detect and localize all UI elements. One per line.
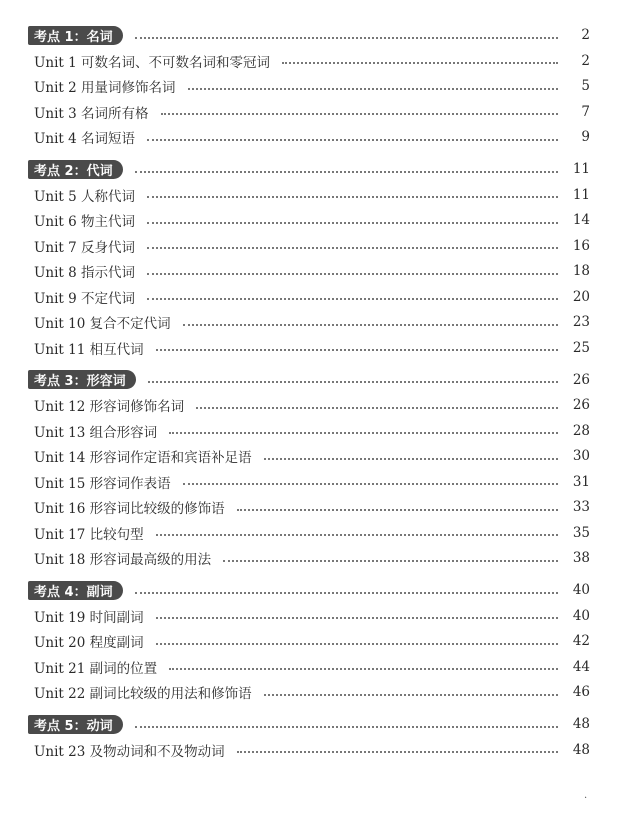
toc-entry[interactable] [0,182,634,208]
dot-leader [196,406,558,409]
dot-leader [223,559,558,562]
page-number: 31 [572,473,590,490]
dot-leader [282,61,558,64]
entry-title: Unit 22 副词比较级的用法和修饰语 [34,686,252,703]
page-number: 42 [572,633,590,650]
dot-leader [264,693,558,696]
dot-leader [135,36,558,39]
dot-leader [188,87,559,90]
page-number: 38 [572,550,590,567]
page-number: 18 [572,263,590,280]
entry-title: Unit 19 时间副词 [34,609,144,626]
page-number: 26 [572,371,590,388]
toc-entry[interactable] [0,680,634,706]
dot-leader [156,616,558,619]
dot-leader [237,750,558,753]
dot-leader [148,380,558,383]
section-badge: 考点 2：代词 [28,160,123,179]
dot-leader [147,221,558,224]
page-number: 14 [572,212,590,229]
page-number: 9 [581,129,590,146]
entry-title: Unit 2 用量词修饰名词 [34,80,176,97]
entry-title: Unit 17 比较句型 [34,526,144,543]
toc-entry[interactable] [0,310,634,336]
dot-leader [264,457,558,460]
page-number: 2 [581,27,590,43]
entry-title: Unit 5 人称代词 [34,188,135,205]
page-number: 48 [572,716,590,732]
entry-title: Unit 12 形容词修饰名词 [34,399,185,416]
page-number: 40 [572,607,590,624]
dot-leader [156,348,558,351]
dot-leader [169,667,558,670]
page-number: 46 [572,684,590,701]
toc-entry[interactable] [0,48,634,74]
page-number: 11 [572,186,590,203]
toc-entry[interactable] [0,259,634,285]
entry-title: Unit 20 程度副词 [34,635,144,652]
section-badge: 考点 1：名词 [28,26,123,45]
dot-leader [147,272,558,275]
toc-entry[interactable] [0,444,634,470]
page-number: 7 [581,103,590,120]
entry-title: Unit 7 反身代词 [34,239,135,256]
dot-leader [156,533,558,536]
page-number: 11 [572,161,590,177]
section-badge: 考点 5：动词 [28,715,123,734]
table-of-contents [0,22,634,763]
toc-entry[interactable] [0,74,634,100]
dot-leader [147,195,558,198]
entry-title: Unit 3 名词所有格 [34,105,149,122]
entry-title: Unit 6 物主代词 [34,214,135,231]
page-number: 28 [572,422,590,439]
dot-leader [135,170,558,173]
toc-entry[interactable] [0,284,634,310]
entry-title: Unit 14 形容词作定语和宾语补足语 [34,450,252,467]
toc-entry[interactable] [0,520,634,546]
dot-leader [161,112,559,115]
toc-entry[interactable] [0,335,634,361]
toc-entry[interactable] [0,495,634,521]
dot-leader [135,591,558,594]
page-number: 48 [572,741,590,758]
dot-leader [147,138,558,141]
dot-leader [237,508,558,511]
toc-section[interactable] [0,577,634,603]
page-number: 2 [581,52,590,69]
dot-leader [156,642,558,645]
toc-entry[interactable] [0,469,634,495]
toc-section[interactable] [0,22,634,48]
entry-title: Unit 1 可数名词、不可数名词和零冠词 [34,54,270,71]
entry-title: Unit 8 指示代词 [34,265,135,282]
toc-entry[interactable] [0,629,634,655]
entry-title: Unit 23 及物动词和不及物动词 [34,743,225,760]
page-number: 26 [572,397,590,414]
page-number: 16 [572,237,590,254]
entry-title: Unit 9 不定代词 [34,290,135,307]
page-number: 33 [572,499,590,516]
toc-entry[interactable] [0,737,634,763]
page-number: 40 [572,582,590,598]
page-number: 23 [572,314,590,331]
dot-leader [135,725,558,728]
toc-entry[interactable] [0,654,634,680]
dot-leader [169,431,558,434]
dot-leader [183,323,558,326]
section-badge: 考点 4：副词 [28,581,123,600]
entry-title: Unit 10 复合不定代词 [34,316,171,333]
page-number: 5 [581,78,590,95]
entry-title: Unit 15 形容词作表语 [34,475,171,492]
page-number: 25 [572,339,590,356]
page-number: 20 [572,288,590,305]
toc-entry[interactable] [0,393,634,419]
toc-section[interactable] [0,711,634,737]
entry-title: Unit 13 组合形容词 [34,424,158,441]
toc-entry[interactable] [0,546,634,572]
entry-title: Unit 18 形容词最高级的用法 [34,552,212,569]
entry-title: Unit 4 名词短语 [34,131,135,148]
toc-entry[interactable] [0,125,634,151]
dot-leader [183,482,558,485]
page-number: 35 [572,524,590,541]
page-corner-mark: . [584,790,588,801]
toc-section[interactable] [0,156,634,182]
entry-title: Unit 16 形容词比较级的修饰语 [34,501,225,518]
page-number: 30 [572,448,590,465]
toc-entry[interactable] [0,603,634,629]
toc-entry[interactable] [0,418,634,444]
dot-leader [147,246,558,249]
toc-section[interactable] [0,367,634,393]
section-badge: 考点 3：形容词 [28,370,136,389]
toc-entry[interactable] [0,208,634,234]
toc-entry[interactable] [0,99,634,125]
dot-leader [147,297,558,300]
entry-title: Unit 21 副词的位置 [34,660,158,677]
toc-entry[interactable] [0,233,634,259]
page-number: 44 [572,658,590,675]
entry-title: Unit 11 相互代词 [34,341,144,358]
